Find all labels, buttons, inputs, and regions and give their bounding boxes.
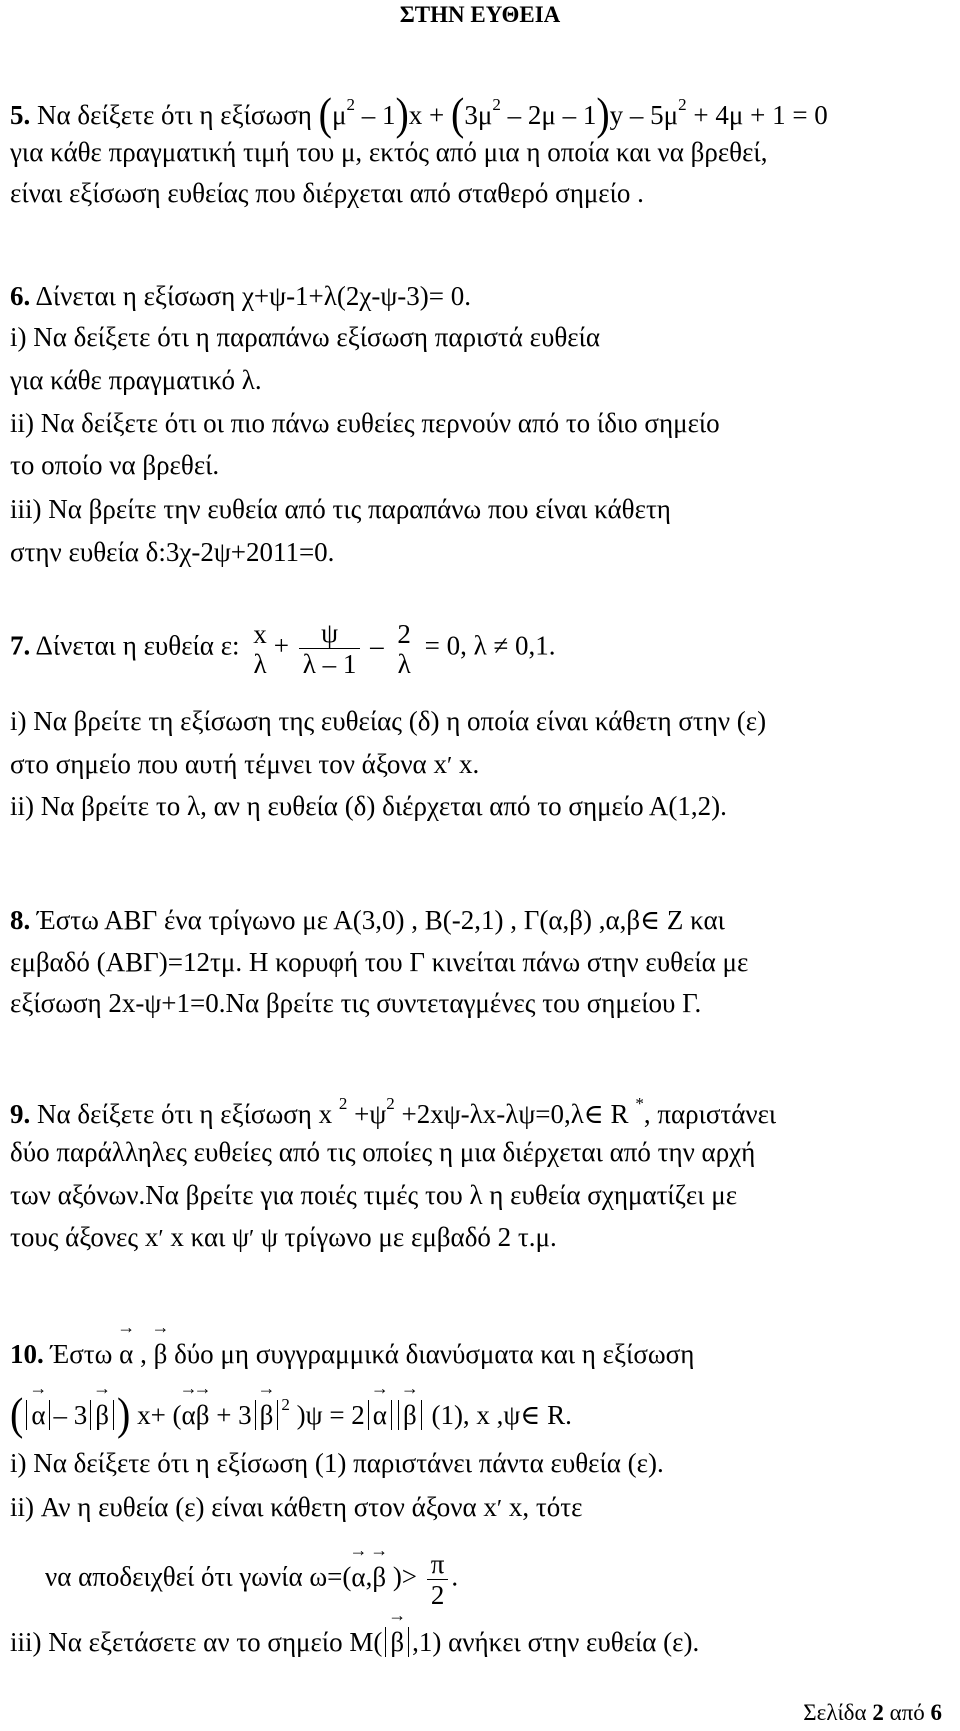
text: Δίνεται η εξίσωση χ+ψ-1+λ(2χ-ψ-3)= 0. bbox=[30, 281, 471, 311]
exercise-10-part-ii: ii) Αν η ευθεία (ε) είναι κάθετη στον άξονα x′ x, τότε bbox=[10, 1492, 583, 1522]
text: Να δείξετε ότι η εξίσωση bbox=[37, 100, 312, 130]
text: Έστω ΑΒΓ ένα τρίγωνο με Α(3,0) , Β(-2,1) , Γ(α,β) ,α,β∈ Ζ και bbox=[30, 905, 725, 935]
equation: $(\mu^2 - 1)x + (3\mu^2 - 2\mu - 1)y - 5\mu^2 + 4\mu + 1 = 0$ bbox=[318, 87, 828, 140]
exercise-5-line-1 bbox=[10, 87, 828, 140]
exercise-number: 8. bbox=[10, 905, 31, 935]
exercise-10-line-1: 10. Έστω → α , → β δύο μη συγγραμμικά διανύσματα και η εξίσωση bbox=[10, 1337, 694, 1371]
exercise-10-equation: (→ α – 3→ β ) x+ (→ α→ β + 3→ β $^2$ )ψ = 2→ α→ β (1), x ,ψ∈ R. bbox=[10, 1392, 572, 1432]
exercise-7-line-2: i) Να βρείτε τη εξίσωση της ευθείας (δ) η οποία είναι κάθετη στην (ε) bbox=[10, 706, 767, 736]
exercise-8-line-3: εξίσωση 2x-ψ+1=0.Να βρείτε τις συντεταγμένες του σημείου Γ. bbox=[10, 988, 702, 1018]
vector-beta: → β bbox=[154, 1337, 168, 1371]
page-footer: Σελίδα 2 από 6 bbox=[803, 1700, 942, 1725]
fraction-2-over-lambda: 2 λ bbox=[397, 618, 411, 679]
exercise-8-line-1 bbox=[10, 903, 725, 937]
page-title: ΣΤΗΝ ΕΥΘΕΙΑ bbox=[399, 2, 561, 27]
exercise-10-part-iii: iii) Να εξετάσετε αν το σημείο Μ(→ β ,1) ανήκει στην ευθεία (ε). bbox=[10, 1625, 699, 1659]
exercise-9-line-1: 9. Να δείξετε ότι η εξίσωση x $^2 +\psi^2$ +2xψ-λx-λψ=0,λ∈ R *, παριστάνει bbox=[10, 1094, 777, 1129]
text: = 0, λ ≠ 0,1. bbox=[424, 630, 556, 661]
exercise-7-line-1: 7. Δίνεται η ευθεία ε: x λ + $\frac{\psi}{\lambda - 1}$ – 2 λ = 0, λ ≠ 0,1. bbox=[10, 618, 556, 679]
exercise-8-line-2: εμβαδό (ΑΒΓ)=12τμ. Η κορυφή του Γ κινείται πάνω στην ευθεία με bbox=[10, 947, 749, 977]
exercise-6-line-5: το οποίο να βρεθεί. bbox=[10, 450, 220, 480]
text: Δίνεται η ευθεία ε: bbox=[30, 630, 240, 661]
exercise-number: 5. bbox=[10, 100, 31, 130]
exercise-5-line-3: είναι εξίσωση ευθείας που διέρχεται από σταθερό σημείο . bbox=[10, 178, 644, 208]
fraction-x-over-lambda: x λ bbox=[253, 618, 267, 679]
exercise-6-line-7: στην ευθεία δ:3χ-2ψ+2011=0. bbox=[10, 537, 335, 567]
exercise-9-line-4: τους άξονες x′ x και ψ′ ψ τρίγωνο με εμβαδό 2 τ.μ. bbox=[10, 1222, 557, 1252]
exercise-9-line-3: των αξόνων.Να βρείτε για ποιές τιμές του λ η ευθεία σχηματίζει με bbox=[10, 1180, 738, 1210]
exercise-number: 9. bbox=[10, 1099, 31, 1129]
exercise-7-line-4: ii) Να βρείτε το λ, αν η ευθεία (δ) διέρχεται από το σημείο Α(1,2). bbox=[10, 791, 727, 821]
fraction-pi-over-2: $\frac{\pi}{2}$ bbox=[427, 1549, 449, 1610]
exercise-6-line-6: iii) Να βρείτε την ευθεία από τις παραπάνω που είναι κάθετη bbox=[10, 494, 671, 524]
exercise-9-line-2: δύο παράλληλες ευθείες από τις οποίες η μια διέρχεται από την αρχή bbox=[10, 1137, 756, 1167]
exercise-number: 6. bbox=[10, 281, 31, 311]
exercise-6-line-4: ii) Να δείξετε ότι οι πιο πάνω ευθείες περνούν από το ίδιο σημείο bbox=[10, 408, 720, 438]
exercise-number: 7. bbox=[10, 630, 31, 661]
exercise-6-line-2: i) Να δείξετε ότι η παραπάνω εξίσωση παριστά ευθεία bbox=[10, 322, 601, 352]
exercise-6-line-1 bbox=[10, 279, 471, 313]
exercise-7-line-3: στο σημείο που αυτή τέμνει τον άξονα x′ x. bbox=[10, 749, 480, 779]
exercise-number: 10. bbox=[10, 1339, 44, 1369]
exercise-10-part-i: i) Να δείξετε ότι η εξίσωση (1) παριστάνει πάντα ευθεία (ε). bbox=[10, 1448, 664, 1478]
vector-alpha: → α bbox=[119, 1337, 133, 1371]
exercise-6-line-3: για κάθε πραγματικό λ. bbox=[10, 365, 262, 395]
page-number: 2 bbox=[872, 1700, 884, 1725]
exercise-10-part-ii-continued: να αποδειχθεί ότι γωνία ω=(→ α,→ β )> $\frac{\pi}{2}$ . bbox=[45, 1549, 458, 1610]
fraction-psi-over-lambda-minus-1: $\frac{\psi}{\lambda - 1}$ bbox=[299, 618, 361, 679]
exercise-5-line-2: για κάθε πραγματική τιμή του μ, εκτός από μια η οποία και να βρεθεί, bbox=[10, 137, 768, 167]
page-total: 6 bbox=[930, 1700, 942, 1725]
